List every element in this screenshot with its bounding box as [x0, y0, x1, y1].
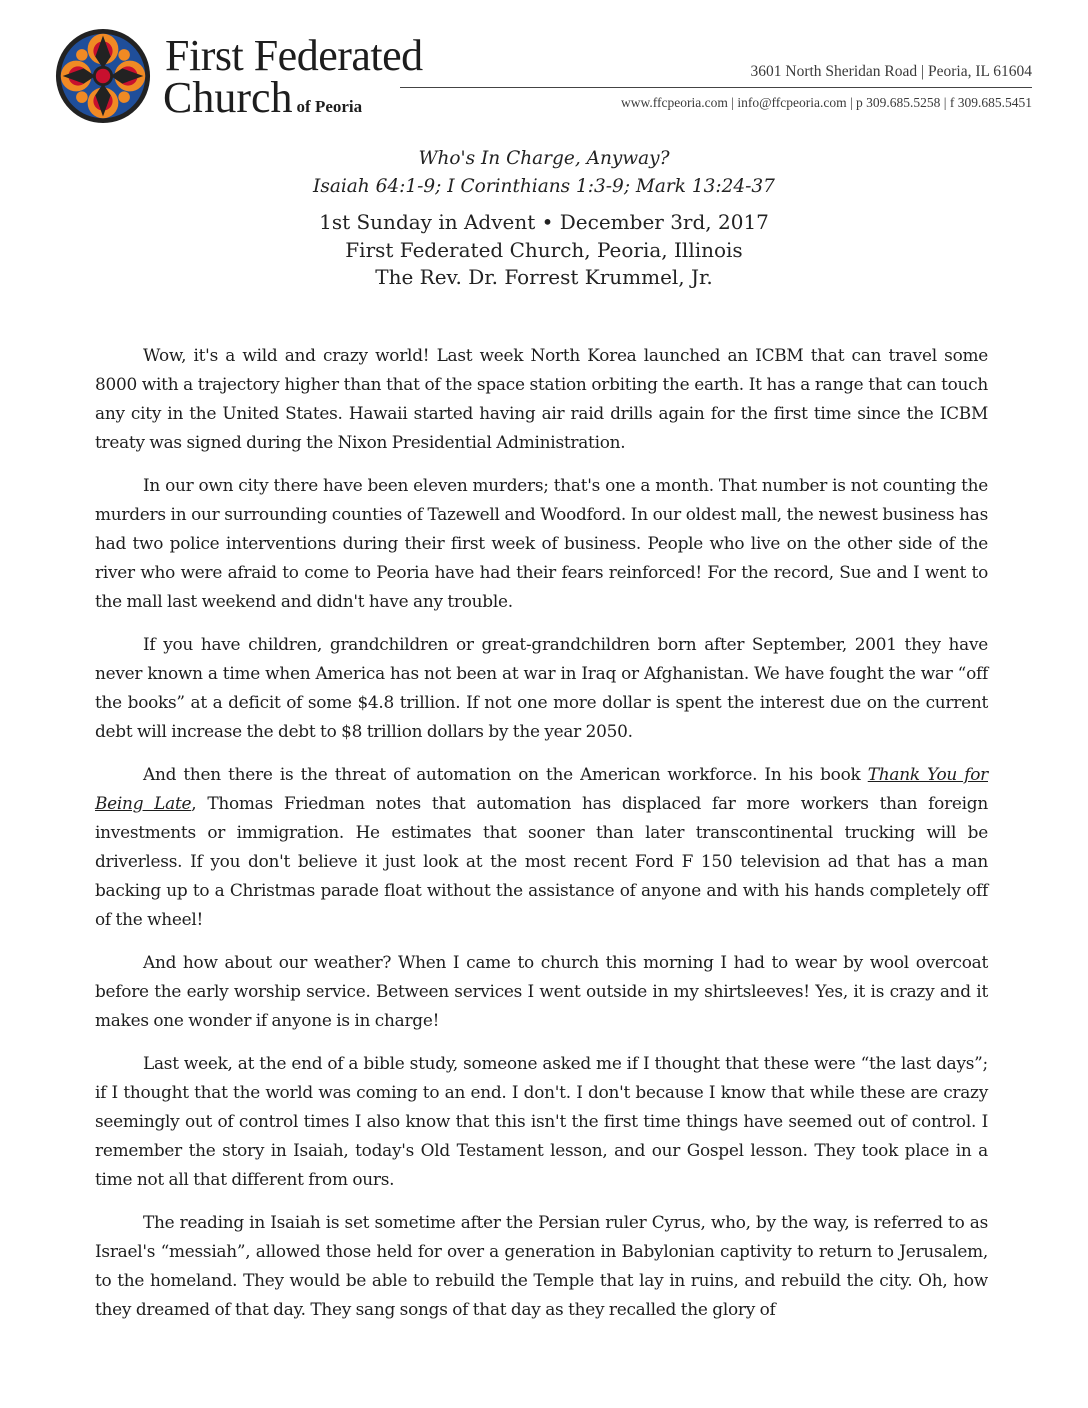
- brand-name-line2: [163, 73, 363, 129]
- brand-name-line1: First Federated: [165, 31, 423, 80]
- paragraph-text: And then there is the threat of automation on the American workforce. In his book: [143, 764, 868, 784]
- sermon-body: [95, 341, 988, 1338]
- sermon-title: Who's In Charge, Anyway?: [418, 148, 670, 169]
- paragraph: And how about our weather? When I came to church this morning I had to wear by wool overcoat before the early worship service. Between services I went outside in my shirtsleeves! Yes, it is crazy and it makes one wonder if anyone is in charge!: [95, 952, 988, 1030]
- sermon-scriptures: Isaiah 64:1-9; I Corinthians 1:3-9; Mark 13:24-37: [313, 176, 775, 197]
- sermon-location: First Federated Church, Peoria, Illinois: [345, 237, 743, 262]
- paragraph-text: , Thomas Friedman notes that automation has displaced far more workers than foreign investments or immigration. He estimates that sooner than later transcontinental trucking will be driverless. If you don't believe it just look at the most recent Ford F 150 television ad that has a man backing up to a Christmas parade float without the assistance of anyone and with his hands completely off of the wheel!: [95, 793, 988, 929]
- church-contact: www.ffcpeoria.com | info@ffcpeoria.com | p 309.685.5258 | f 309.685.5451: [621, 95, 1032, 110]
- sermon-preacher: The Rev. Dr. Forrest Krummel, Jr.: [375, 265, 713, 289]
- sermon-heading: [0, 145, 1088, 292]
- church-address: 3601 North Sheridan Road | Peoria, IL 61604: [750, 63, 1032, 80]
- sermon-occasion: 1st Sunday in Advent • December 3rd, 2017: [319, 210, 769, 234]
- header-rule: [400, 87, 1032, 88]
- paragraph: In our own city there have been eleven murders; that's one a month. That number is not counting the murders in our surrounding counties of Tazewell and Woodford. In our oldest mall, the newest business has had two police interventions during their first week of business. People who live on the other side of the river who were afraid to come to Peoria have had their fears reinforced! For the record, Sue and I went to the mall last weekend and didn't have any trouble.: [95, 475, 988, 611]
- brand-location: of Peoria: [296, 97, 363, 116]
- paragraph: If you have children, grandchildren or great-grandchildren born after September, 2001 they have never known a time when America has not been at war in Iraq or Afghanistan. We have fought the war “off the books” at a deficit of some $4.8 trillion. If not one more dollar is spent the interest due on the current debt will increase the debt to $8 trillion dollars by the year 2050.: [95, 634, 988, 741]
- book-title: Thank You for Being Late: [95, 764, 988, 813]
- paragraph: The reading in Isaiah is set sometime after the Persian ruler Cyrus, who, by the way, is referred to as Israel's “messiah”, allowed those held for over a generation in Babylonian captivity to return to Jerusalem, to the homeland. They would be able to rebuild the Temple that lay in ruins, and rebuild the city. Oh, how they dreamed of that day. They sang songs of that day as they recalled the glory of: [95, 1212, 988, 1319]
- letterhead: [0, 0, 1088, 130]
- paragraph: Last week, at the end of a bible study, someone asked me if I thought that these were “the last days”; if I thought that the world was coming to an end. I don't. I don't because I know that while these are crazy seemingly out of control times I also know that this isn't the first time things have seemed out of control. I remember the story in Isaiah, today's Old Testament lesson, and our Gospel lesson. They took place in a time not all that different from ours.: [95, 1053, 988, 1189]
- paragraph: [95, 760, 988, 934]
- church-cross-logo: [55, 28, 151, 124]
- paragraph: Wow, it's a wild and crazy world! Last week North Korea launched an ICBM that can travel some 8000 with a trajectory higher than that of the space station orbiting the earth. It has a range that can touch any city in the United States. Hawaii started having air raid drills again for the first time since the ICBM treaty was signed during the Nixon Presidential Administration.: [95, 345, 988, 452]
- brand-church-word: Church: [163, 73, 293, 122]
